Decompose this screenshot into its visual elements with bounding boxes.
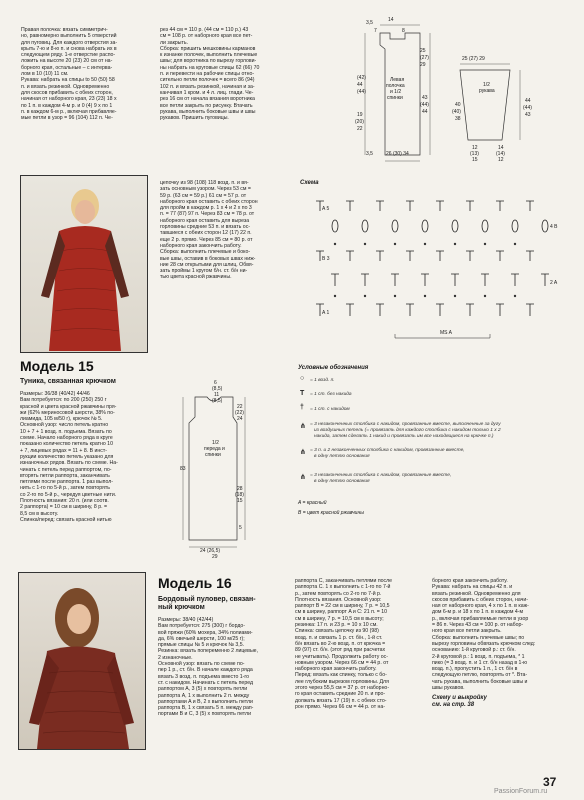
- model15-text: Размеры: 36/38 (40/42) 44/46 Вам потребуется: по 200 (250) 250 г красной и цвета красной ржавчины пря- жи (62% мериносовой шерсти, 38% по- лиамида, 105 м/50 г), крючок № 5. Основной узор: число петель кратно 10 + 7 + 1 возд. п. подъема. Вязать по схеме. Начало наборного ряда в круге показано количество петель кратно 10 + 7, лицевых рядах = 11 + 8. В инст- рукции количество петель указано для изнаночных рядов. Вязать по схеме. На- чинать с петель перед раппортом, по- вторять петли раппорта, заканчивать петлями после раппорта. 1 раз выпол- нить с 1-го по 5-й р., затем повторять со 2-го по 5-й р., чередуя цветные нити. Плотность вязания: 20 п. (или соотв. 2 раппорта) = 10 см в ширину, 8 р. = 8,5 см в высоту. Спинка/перед: связать красной нитью: [20, 391, 118, 523]
- legend-dc-icon: †: [300, 404, 304, 411]
- d1-label-armhole-3: 29: [420, 62, 426, 68]
- d1-label-neck: 8: [402, 28, 405, 34]
- d2-piece-name-2: рукава: [479, 88, 495, 94]
- d1-label-bottom-width: 26 (30) 34: [386, 151, 409, 157]
- d2-label-bottom-5: (14): [496, 151, 505, 157]
- sleeve-outline: [460, 70, 510, 140]
- tunic-label-top-85b: (8,5): [212, 398, 223, 404]
- d1-label-pocket-3: 22: [357, 126, 363, 132]
- page-number: 37: [543, 775, 557, 789]
- top-text-col2: рез 44 см = 110 р. (44 см = 110 р.) 43 см = 108 р. от наборного края все пет- ли закрыть. Сборка: пришить мешковины карманов к изнанке полочек, выполнить плечевые швы; для воротника по вырезу горлови- ны набрать на круговые спицы 62 (66) 70 п. и перевести на рабочие спицы отно- сительно петли полочек = всего 86 (94) 102 п. и вязать резинкой, начиная и за- канчивая 1 кром. и 4 л. лиц. глади. Че- рез 16 см от начала вязания воротника все петли закрыть по рисунку. Втачать рукава, выполнить боковые швы и швы рукавов. Пришить пуговицы.: [160, 27, 260, 122]
- legend-cluster3-icon: ⋔: [300, 423, 306, 430]
- d1-label-right-1: 43: [422, 95, 428, 101]
- d1-piece-name-2: полочка: [386, 83, 405, 89]
- legend-color-a: A = красный: [298, 500, 327, 506]
- tunic-label-bottom-2: 29: [212, 554, 218, 560]
- d1-label-armhole-1: 25: [420, 48, 426, 54]
- legend-color-b: B = цвет красной ржавчины: [298, 510, 364, 516]
- d2-label-bottom-4: 14: [498, 145, 504, 151]
- tunic-piece-name-1: 1/2: [212, 440, 219, 446]
- model15-subtitle: Туника, связанная крючком: [20, 378, 116, 385]
- tunic-label-slit-15: 15: [237, 498, 243, 504]
- scheme-row-4: [332, 220, 548, 232]
- scheme-row-2: [331, 274, 549, 286]
- d1-label-length-3: (44): [357, 89, 366, 95]
- legend-chain-text: = 1 возд. п.: [310, 378, 335, 383]
- d1-label-bottom-35: 3,5: [366, 151, 373, 157]
- d2-label-len-2: (44): [523, 105, 532, 111]
- tunic-piece-name-2: переда и: [204, 446, 225, 452]
- d2-label-bottom-1: 12: [472, 145, 478, 151]
- d1-label-pocket-1: 19: [357, 112, 363, 118]
- d2-label-bottom-3: 15: [472, 157, 478, 163]
- d1-label-armhole-2: (27): [420, 55, 429, 61]
- legend-sc-icon: T: [300, 390, 305, 397]
- scheme-label-2a: 2 A: [550, 280, 558, 286]
- scheme-row-3: [316, 251, 534, 261]
- tunic-outline: [189, 397, 237, 540]
- legend-chain-icon: ○: [300, 375, 305, 382]
- d1-label-width-top: 14: [388, 17, 394, 23]
- d1-label-left-35: 3,5: [366, 20, 373, 26]
- scheme-label-a1: A 1: [322, 310, 330, 316]
- d2-label-bottom-2: (13): [470, 151, 479, 157]
- watermark: PassionForum.ru: [494, 788, 548, 795]
- tunic-label-top-85: (8,5): [212, 386, 223, 392]
- d1-label-pocket-2: (20): [355, 119, 364, 125]
- d2-piece-name-1: 1/2: [483, 82, 490, 88]
- tunic-pattern-diagram: [175, 385, 265, 555]
- legend-cluster2-icon: ⋔: [300, 449, 306, 456]
- tunic-label-slit-5: 5: [239, 525, 242, 531]
- d1-piece-name-1: Левая: [390, 77, 405, 83]
- d2-label-width: 25 (27) 29: [462, 56, 485, 62]
- tunic-label-left-83: 83: [180, 466, 186, 472]
- d1-label-length-2: 44: [357, 82, 363, 88]
- d2-label-left-1: 40: [455, 102, 461, 108]
- tunic-label-slit-18: (18): [235, 492, 244, 498]
- d1-label-shoulder: 7: [374, 28, 377, 34]
- d2-label-bottom-6: 12: [498, 157, 504, 163]
- d1-label-right-2: (44): [420, 102, 429, 108]
- model16-text-col2: раппорта C, заканчивать петлями после раппорта C. 1 х выполнить с 1-го по 7-й р., затем повторять со 2-го по 7-й р. Плотность вязания. Основной узор: раппорт B = 22 см в ширину, 7 р. = 10,5 см в ширину, раппорт A и C: 21 п. = 10 см в ширину, 7 р. = 10,5 см в высоту; резинка: 17 п. и 23 р. = 10 х 10 см. Спинка: связать цепочку из 90 (98) возд. п. и связать 1 р. ст. б/н., 1-й ст. б/н вязать во 2-ю возд. п. от крючка = 89 (97) ст. б/н. (этот ряд при расчетах не учитывать). Продолжить работу ос- новным узором. Через 66 см = 44 р. от наборного края закончить работу. Перед: вязать как спинку, только с бо- лее глубоким вырезом горловины. Для этого через 55,5 см = 37 р. от наборно- го края оставить средние 20 п. и про- должать вязать 17 (19) п. с обеих сто- рон прямо. Через 66 см = 44 р. от на-: [295, 578, 393, 710]
- model16-subtitle: Бордовый пуловер, связан- ный крючком: [158, 596, 256, 611]
- legend-cluster2-text: = 3 п. и 2 незаконченных столбика с накидом, провязанные вместе, в одну петлю основания: [310, 448, 465, 459]
- crochet-scheme: [300, 186, 570, 346]
- d1-label-length-1: (42): [357, 75, 366, 81]
- scheme-row-1: [316, 304, 534, 316]
- tunic-label-right-24: 24: [237, 416, 243, 422]
- d1-label-right-3: 44: [422, 109, 428, 115]
- d2-label-left-3: 38: [455, 116, 461, 122]
- pullover-photo: [18, 572, 146, 750]
- d1-piece-name-3: и 1/2: [390, 89, 402, 95]
- scheme-row-5: [316, 201, 534, 211]
- tunic-label-right-22: 22: [237, 404, 243, 410]
- tunic-label-right-22b: (22): [235, 410, 244, 416]
- scheme-label-a5: A 5: [322, 206, 330, 212]
- legend-cluster-base-icon: ⋔: [300, 474, 306, 481]
- scheme-label-msa: MS A: [440, 330, 452, 336]
- scheme-title: Схема: [300, 180, 319, 186]
- legend-dc-text: = 1 ст. с накидом: [310, 407, 350, 412]
- legend-sc-text: = 1 ст. без накида: [310, 392, 352, 397]
- model16-text-col3: борного края закончить работу. Рукава: набрать на спицы 42 п. и вязать резинкой. Одновременно для скосов прибавить с обеих сторон, начи- ная от наборного края, 4 х по 1 п. в каж- дом 6-м р. и 18 х по 1 п. в каждом 4-м р., включая прибавляемые петли в узор = 86 п. Через 43 см = 100 р. от набор- ного края все петли закрыть. Сборка: выполнить плечевые швы; по вырезу горловины обвязать крючком след: основанию: 1-й круговой р.: ст. б/н. 2-й круговой р.: 1 возд. п. подъема, * 1 пико (= 3 возд. п. и 1 ст. б/н назад в 1-ю возд. п.), пропустить 1 п., 1 ст. б/н в следующую петлю, повторять от *. Вта- чать рукава, выполнить боковые швы и швы рукавов.: [432, 578, 536, 692]
- model16-title: Модель 16: [158, 575, 232, 591]
- tunic-label-top-11: 11: [214, 392, 220, 398]
- model16-text-col1: Размеры: 38/40 (42/44) Вам потребуется: 275 (300) г бордо- вой пряжи (60% мохера, 34% полиами- да, 6% овечьей шерсти, 100 м/25 г); прямые спицы № 5 и крючок № 3,5. Резинка: вязать попеременно 2 лицевые, 2 изнаночные. Основной узор: вязать по схеме по- пер 1 р., ст. б/н. В начале каждого ряда вязать 3 возд. п. подъема вместо 1-го ст. с накидом. Начинать с петель перед раппортом A, 3 (5) х повторять петли раппорта A, 1 х выполнить 2 п. между раппортами A и B, 2 х выполнить петли раппорта B, 1 х связать 5 п. между рап- портами B и C, 3 (5) х повторять петли: [158, 617, 258, 718]
- legend-cluster-base-text: = 3 незаконченных столбика с накидом, провязанные вместе, в одну петлю основания: [310, 473, 452, 484]
- d2-label-len-1: 44: [525, 98, 531, 104]
- tunic-label-slit-28: 28: [237, 486, 243, 492]
- legend-title: Условные обозначения: [298, 365, 369, 371]
- tunic-label-top-6: 6: [214, 380, 217, 386]
- d2-label-len-3: 43: [525, 112, 531, 118]
- mid-text: цепочку из 98 (108) 118 возд. п. и вя- зать основным узором. Через 53 см = 59 р. (63 см = 59 р.) 61 см = 57 р. от наборного края оставить с обеих сторон для пройм в каждом р. 1 х 4 и 2 х по 3 п. = 77 (87) 97 п. Через 83 см = 78 р. от наборного края оставить для выреза горловины средние 53 п. и вязать ос- тавшиеся с обеих сторон 12 (17) 22 п. еще 2 р. прямо. Через 85 см = 80 р. от наборного края закончить работу. Сборка: выполнить плечевые и боко- вые швы, оставив в боковых швах ниж- ние 28 см открытыми для шлиц. Обвя- зать проймы 1 кругом б/н. ст. б/н ни- тью цвета красной ржавчины.: [160, 180, 258, 281]
- tunic-photo: [20, 175, 148, 353]
- d1-piece-name-4: спинки: [387, 95, 403, 101]
- tunic-piece-name-3: спинки: [205, 452, 221, 458]
- legend-cluster3-text: = 3 незаконченных столбика с накидом, провязанные вместе, выполненные за дугу из воздушных петель (= провязать для каждого столбика с накидом только 1 х 2 накида, затем сделать 1 накид и провязать им все находящиеся на крючке п.): [310, 422, 501, 439]
- d2-label-left-2: (40): [452, 109, 461, 115]
- model16-pattern-link[interactable]: Схему и выкройку см. на стр. 38: [432, 695, 487, 708]
- model15-title: Модель 15: [20, 358, 94, 374]
- scheme-label-b3: B 3: [322, 256, 330, 262]
- tunic-label-bottom-1: 24 (26,5): [200, 548, 221, 554]
- top-text-col1: Правая полочка: вязать симметрич- но, равномерно выполнить 5 отверстий для пуговиц. Для каждого отверстия за- крыть 7-ю и 8-ю п. и снова набрать их в следующем ряду. 1-е отверстие распо- ложить на высоте 20 (23) 20 см от на- борного края, остальные – с интерва- лом в 10 (10) 11 см. Рукава: набрать на спицы to 50 (50) 58 п. и вязать резинкой. Одновременно для скосов прибавить с обеих сторон, начиная от наборного края, 23 (23) 18 х по 1 п. в каждом 4-м р. и 0 (4) 9 х по 1 п. в каждом 6-м р., включая прибавляе- мые петли в узор = 96 (104) 112 п. Че-: [21, 27, 118, 122]
- scheme-label-4b: 4 B: [550, 224, 558, 230]
